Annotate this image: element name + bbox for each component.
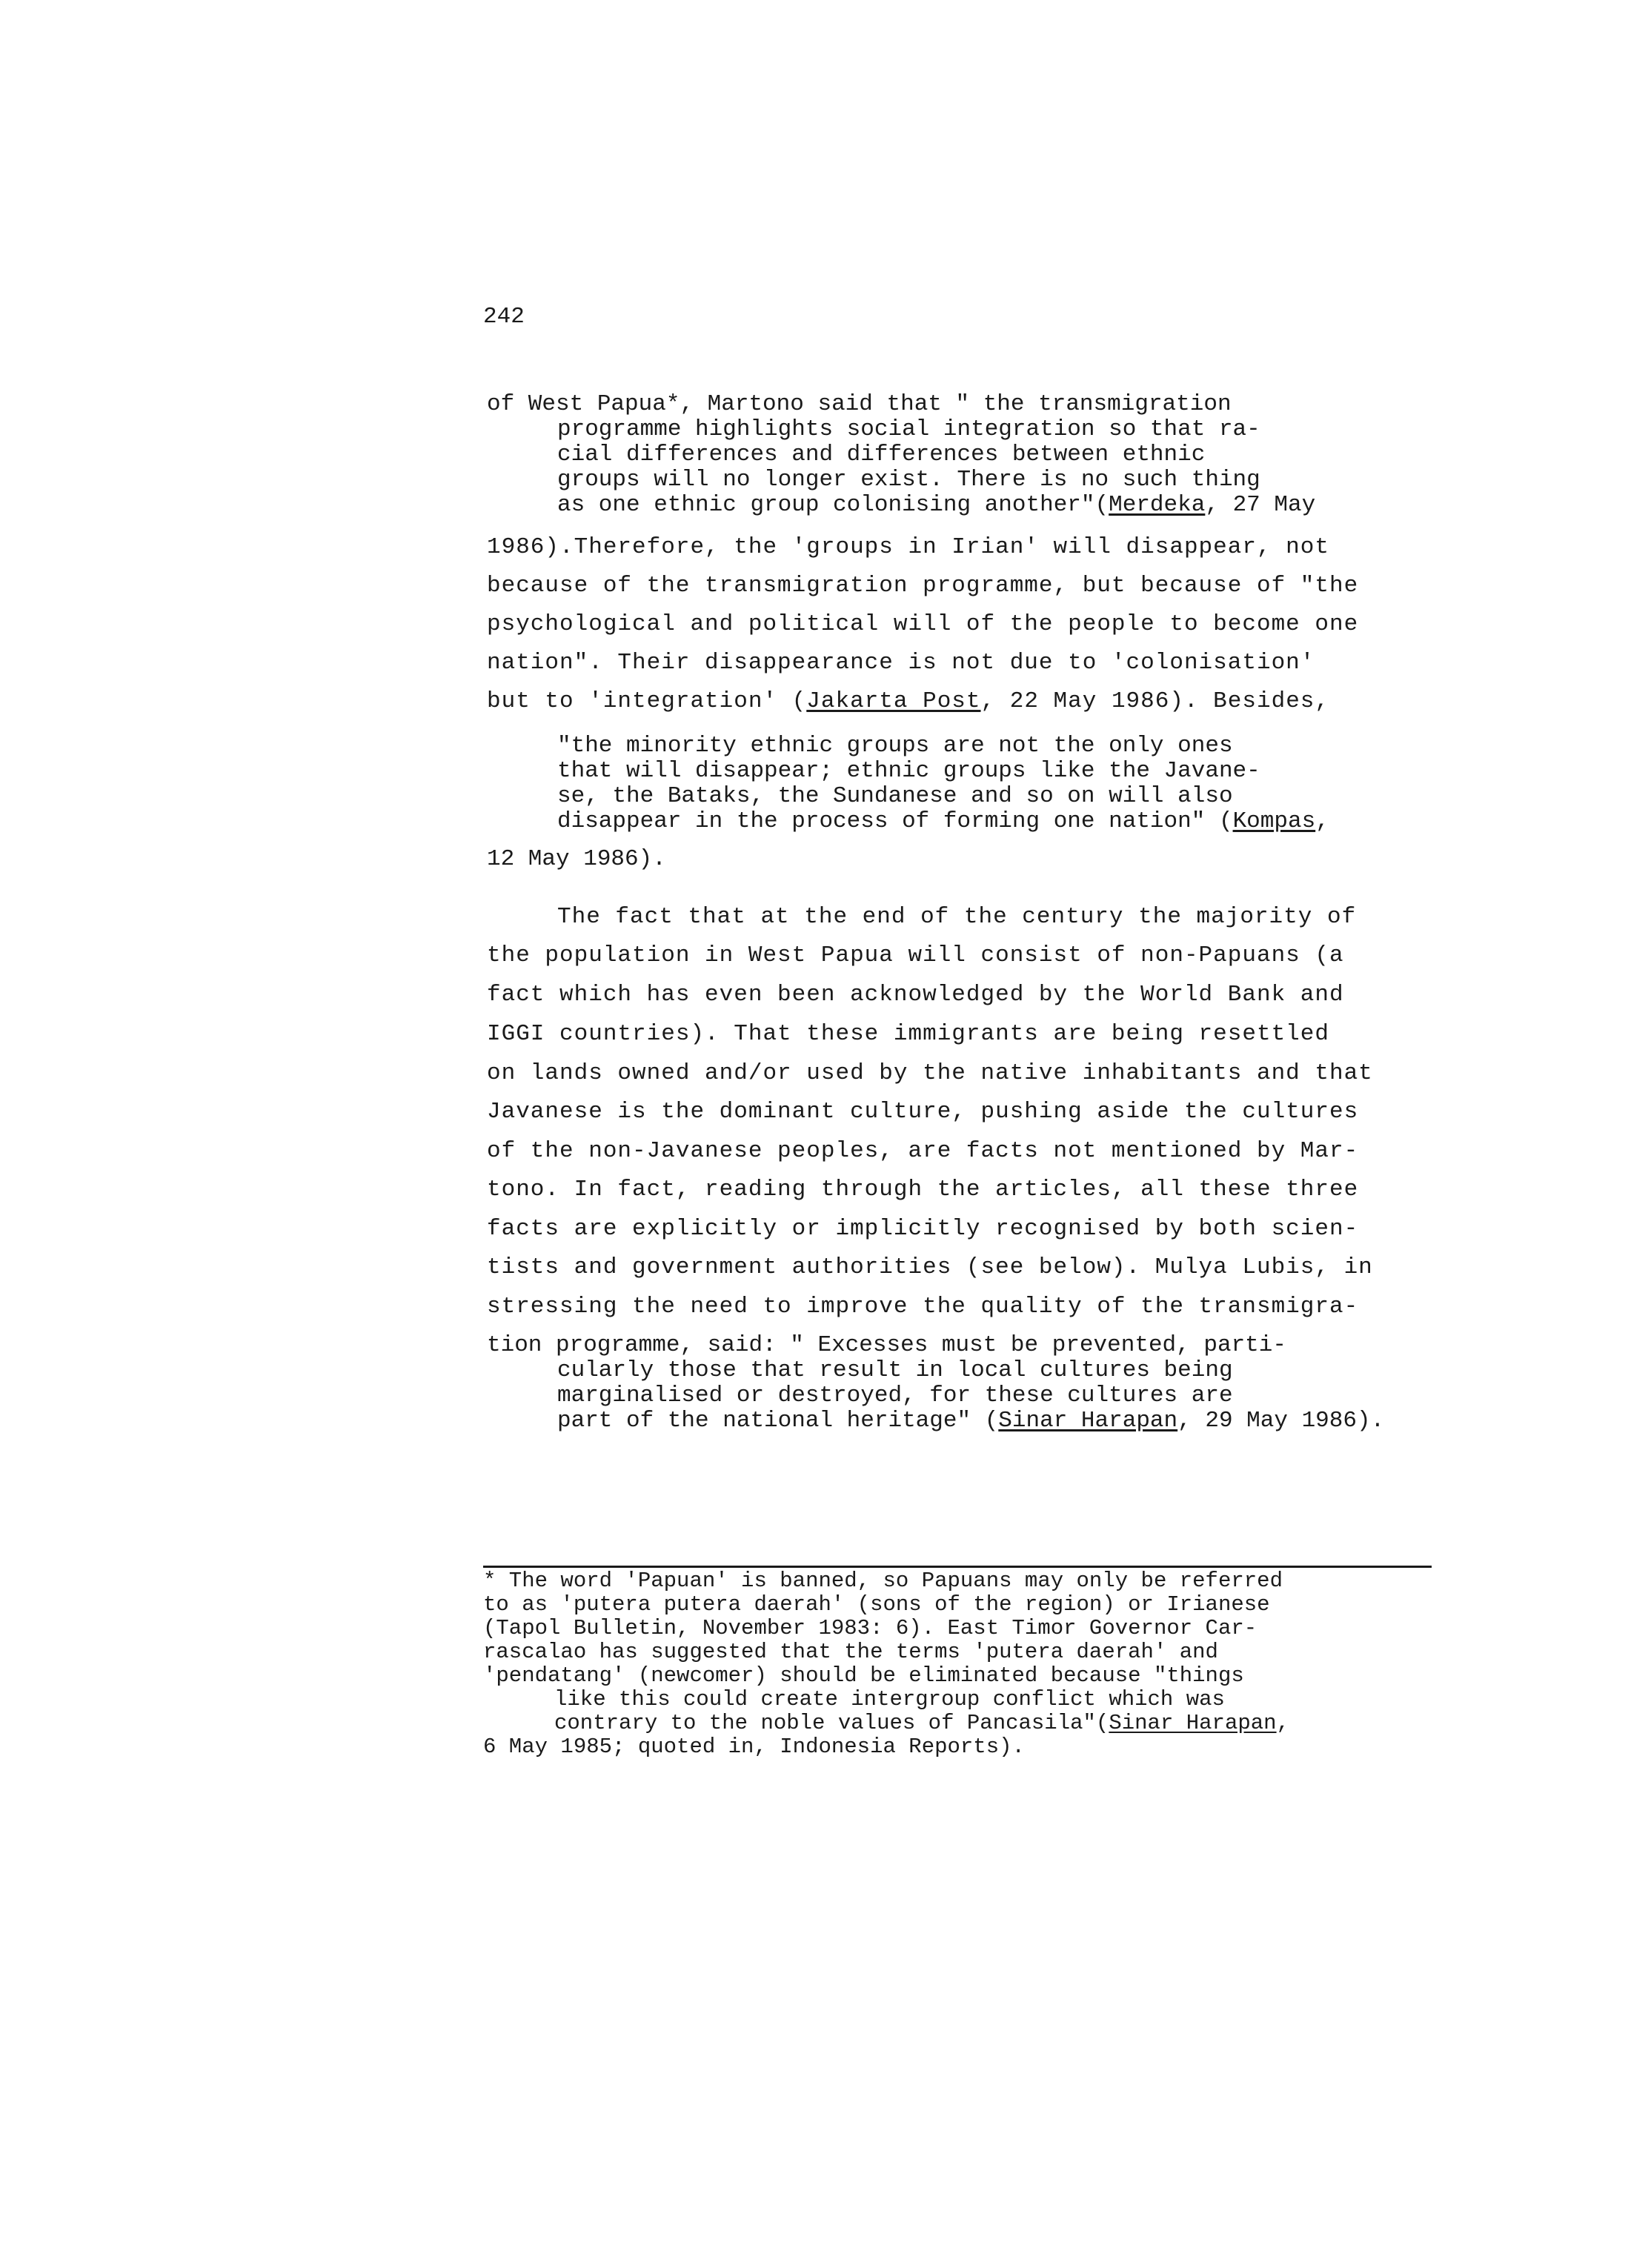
quote3-line-1: tion programme, said: " Excesses must be prevented, parti- <box>487 1332 1286 1358</box>
quote3-line-3: marginalised or destroyed, for these cultures are <box>557 1383 1233 1409</box>
para2-line-8: tono. In fact, reading through the articles, all these three <box>487 1177 1359 1203</box>
quote2-line-4: disappear in the process of forming one nation" (Kompas, <box>557 808 1329 834</box>
para1-line-1: 1986).Therefore, the 'groups in Irian' will disappear, not <box>487 534 1329 560</box>
para1-line-4: nation". Their disappearance is not due to 'colonisation' <box>487 650 1315 676</box>
page-number: 242 <box>483 304 525 330</box>
para2-line-3: fact which has even been acknowledged by the World Bank and <box>487 982 1344 1008</box>
para2-line-6: Javanese is the dominant culture, pushing aside the cultures <box>487 1099 1359 1125</box>
para2-line-5: on lands owned and/or used by the native inhabitants and that <box>487 1060 1373 1086</box>
quote1-line-4: groups will no longer exist. There is no such thing <box>557 467 1260 493</box>
quote2-line-2: that will disappear; ethnic groups like the Javane- <box>557 758 1260 784</box>
footnote-line-8: 6 May 1985; quoted in, Indonesia Reports). <box>483 1735 1025 1759</box>
footnote-line-7: contrary to the noble values of Pancasila"(Sinar Harapan, <box>554 1711 1289 1735</box>
para1-line-2: because of the transmigration programme, but because of "the <box>487 573 1359 599</box>
para1-line-3: psychological and political will of the people to become one <box>487 611 1359 637</box>
footnote-line-5: 'pendatang' (newcomer) should be eliminated because "things <box>483 1663 1244 1688</box>
para2-line-1: The fact that at the end of the century the majority of <box>557 904 1357 930</box>
footnote-line-2: to as 'putera putera daerah' (sons of the region) or Irianese <box>483 1592 1270 1617</box>
quote2-tail: 12 May 1986). <box>487 846 666 872</box>
para2-line-11: stressing the need to improve the quality of the transmigra- <box>487 1294 1359 1320</box>
source-merdeka: Merdeka <box>1109 492 1206 518</box>
footnote-source-sinar-harapan: Sinar Harapan <box>1109 1711 1277 1735</box>
footnote-rule <box>483 1566 1432 1568</box>
para1-line-5: but to 'integration' (Jakarta Post, 22 May 1986). Besides, <box>487 688 1330 714</box>
quote2-line-1: "the minority ethnic groups are not the only ones <box>557 733 1233 759</box>
quote1-line-1: of West Papua*, Martono said that " the transmigration <box>487 391 1232 417</box>
para2-line-4: IGGI countries). That these immigrants are being resettled <box>487 1021 1329 1047</box>
quote2-line-3: se, the Bataks, the Sundanese and so on will also <box>557 783 1233 809</box>
para2-line-9: facts are explicitly or implicitly recognised by both scien- <box>487 1216 1359 1242</box>
para2-line-7: of the non-Javanese peoples, are facts not mentioned by Mar- <box>487 1138 1359 1164</box>
quote1-line-2: programme highlights social integration so that ra- <box>557 416 1260 442</box>
footnote-line-4: rascalao has suggested that the terms 'putera daerah' and <box>483 1640 1218 1664</box>
footnote-line-1: * The word 'Papuan' is banned, so Papuans may only be referred <box>483 1569 1283 1593</box>
source-kompas: Kompas <box>1232 808 1316 834</box>
source-jakarta-post: Jakarta Post <box>806 688 981 714</box>
quote1-line-5: as one ethnic group colonising another"(Merdeka, 27 May <box>557 492 1316 518</box>
para2-line-2: the population in West Papua will consist of non-Papuans (a <box>487 942 1344 968</box>
footnote-line-6: like this could create intergroup conflict which was <box>554 1687 1225 1712</box>
footnote-line-3: (Tapol Bulletin, November 1983: 6). East Timor Governor Car- <box>483 1616 1257 1640</box>
quote3-line-2: cularly those that result in local cultures being <box>557 1357 1233 1383</box>
quote3-line-4: part of the national heritage" (Sinar Harapan, 29 May 1986). <box>557 1408 1385 1434</box>
source-sinar-harapan: Sinar Harapan <box>998 1408 1178 1434</box>
quote1-line-3: cial differences and differences between ethnic <box>557 442 1206 468</box>
para2-line-10: tists and government authorities (see below). Mulya Lubis, in <box>487 1254 1373 1280</box>
